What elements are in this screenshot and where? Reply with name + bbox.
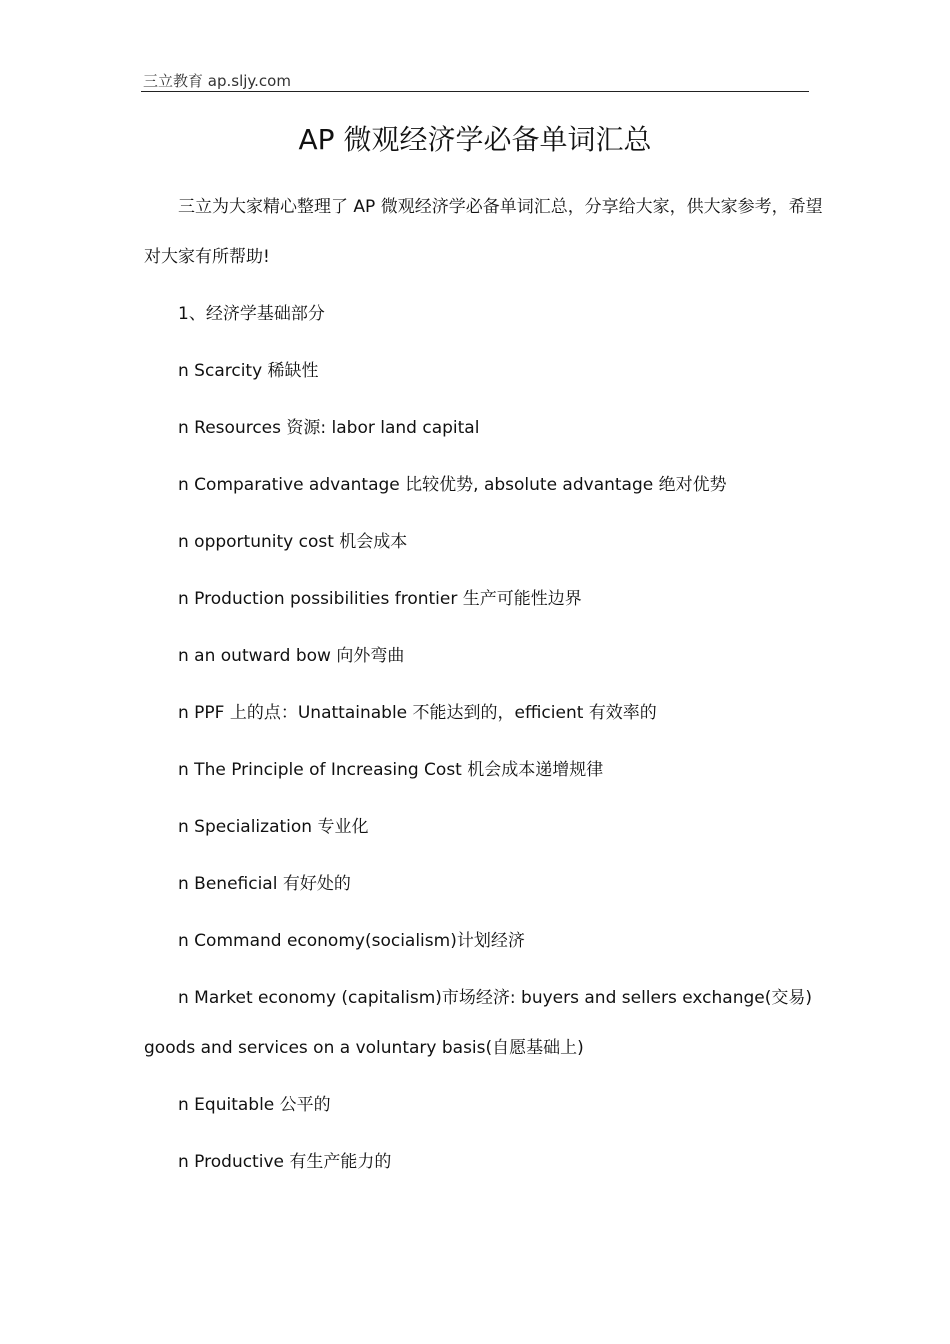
document-title: AP 微观经济学必备单词汇总 xyxy=(298,123,652,156)
term-line-continuation: goods and services on a voluntary basis(自愿基础上) xyxy=(144,1038,584,1058)
term-line: n Beneficial 有好处的 xyxy=(178,874,351,894)
term-line: n Production possibilities frontier 生产可能性边界 xyxy=(178,589,582,609)
term-line: n opportunity cost 机会成本 xyxy=(178,532,408,552)
intro-line-2: 对大家有所帮助! xyxy=(144,247,270,267)
term-line: n Resources 资源: labor land capital xyxy=(178,418,480,438)
term-line: n Equitable 公平的 xyxy=(178,1095,331,1115)
term-line: n an outward bow 向外弯曲 xyxy=(178,646,405,666)
term-line: n Scarcity 稀缺性 xyxy=(178,361,319,381)
term-line: n The Principle of Increasing Cost 机会成本递增规律 xyxy=(178,760,604,780)
term-line: n Command economy(socialism)计划经济 xyxy=(178,931,525,951)
intro-line-1: 三立为大家精心整理了 AP 微观经济学必备单词汇总，分享给大家，供大家参考，希望 xyxy=(178,197,823,217)
term-line: n Comparative advantage 比较优势, absolute advantage 绝对优势 xyxy=(178,475,727,495)
term-line: n Market economy (capitalism)市场经济: buyers and sellers exchange(交易) xyxy=(178,988,812,1008)
term-line: n Specialization 专业化 xyxy=(178,817,369,837)
header-divider xyxy=(141,91,809,92)
term-line: n PPF 上的点：Unattainable 不能达到的，efficient 有效率的 xyxy=(178,703,657,723)
section-heading: 1、经济学基础部分 xyxy=(178,304,325,324)
term-line: n Productive 有生产能力的 xyxy=(178,1152,392,1172)
page-header: 三立教育 ap.sljy.com xyxy=(143,72,291,90)
